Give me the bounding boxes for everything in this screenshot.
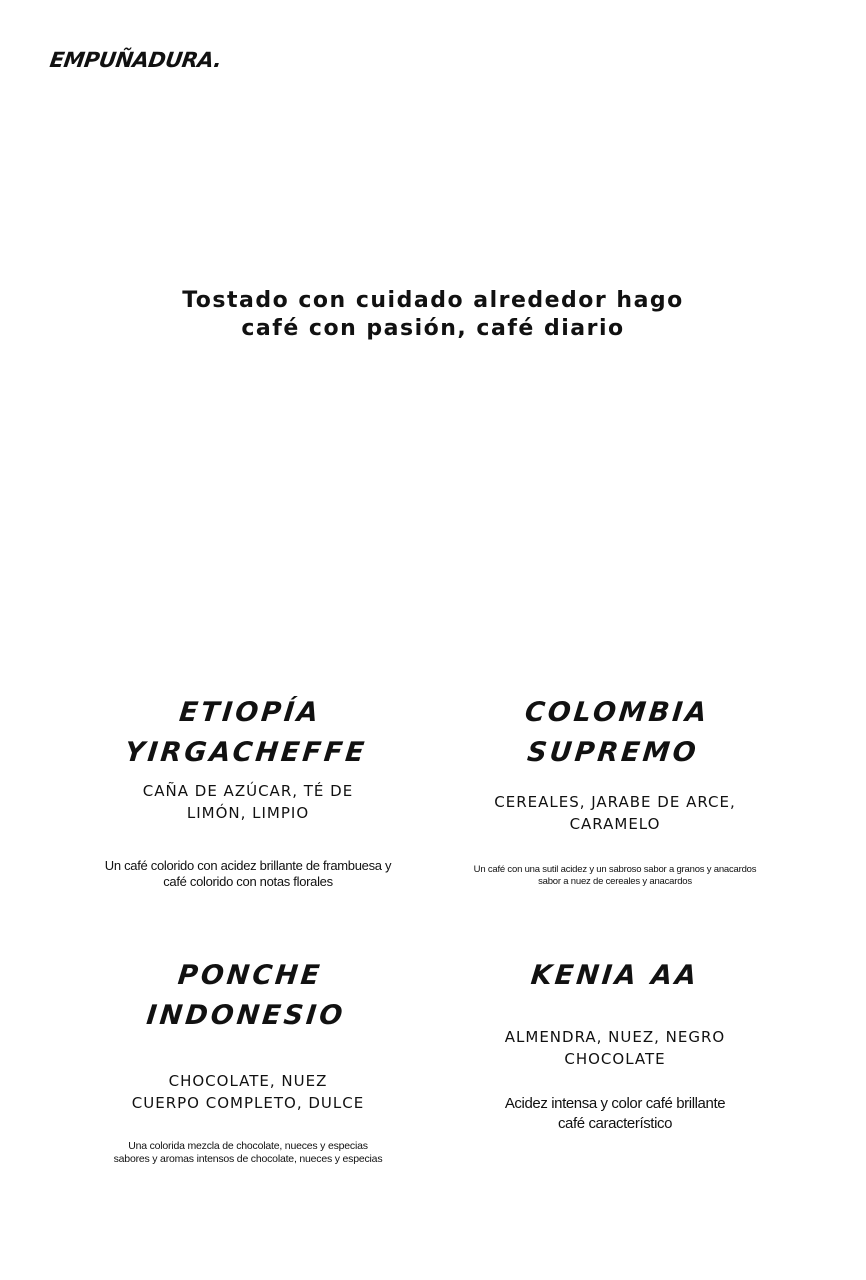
description-line: café colorido con notas florales (163, 874, 333, 889)
tasting-notes-line: CAÑA DE AZÚCAR, TÉ DE (142, 782, 354, 800)
tasting-notes-line: CHOCOLATE, NUEZ (168, 1072, 328, 1090)
product-name-line: SUPREMO (525, 737, 701, 768)
tagline-line: Tostado con cuidado alrededor hago (182, 288, 684, 313)
product-ponche-indonesio (88, 956, 408, 1166)
tagline-line: café con pasión, café diario (241, 316, 625, 341)
tasting-notes-line: CARAMELO (569, 815, 661, 833)
tasting-notes-line: CHOCOLATE (564, 1050, 666, 1068)
description-line: Un café con una sutil acidez y un sabroso sabor a granos y anacardos (473, 864, 757, 875)
product-tasting-notes (455, 1026, 775, 1070)
product-tasting-notes (455, 791, 775, 835)
product-name-line: COLOMBIA (523, 697, 711, 728)
product-name-line: PONCHE INDONESIO (145, 960, 347, 1031)
description-line: Una colorida mezcla de chocolate, nueces y especias (128, 1140, 368, 1152)
product-tasting-notes (88, 1070, 408, 1114)
tasting-notes-line: CUERPO COMPLETO, DULCE (131, 1094, 365, 1112)
product-description (88, 858, 408, 890)
product-name (84, 693, 412, 773)
brand-logo: EMPUÑADURA. (48, 48, 223, 72)
tasting-notes-line: CEREALES, JARABE DE ARCE, (494, 793, 736, 811)
tagline (0, 287, 866, 343)
product-description (88, 1140, 408, 1166)
description-line: café característico (557, 1115, 673, 1132)
tasting-notes-line: LIMÓN, LIMPIO (186, 804, 310, 822)
product-name (451, 693, 779, 773)
product-description (455, 1094, 775, 1134)
product-name-line: KENIA AA (529, 960, 701, 991)
description-line: sabores y aromas intensos de chocolate, nueces y especias (113, 1153, 383, 1165)
tasting-notes-line: ALMENDRA, NUEZ, NEGRO (504, 1028, 726, 1046)
description-line: sabor a nuez de cereales y anacardos (538, 876, 692, 887)
product-name-line: YIRGACHEFFE (123, 737, 369, 768)
product-kenia-aa (455, 956, 775, 1134)
product-name (84, 956, 412, 1036)
product-colombia-supremo (455, 693, 775, 888)
product-name (453, 956, 777, 996)
product-tasting-notes (88, 780, 408, 824)
product-description (455, 864, 775, 888)
description-line: Acidez intensa y color café brillante (504, 1095, 726, 1112)
product-name-line: ETIOPÍA (177, 697, 323, 728)
product-etiopia-yirgacheffe (88, 693, 408, 890)
description-line: Un café colorido con acidez brillante de frambuesa y (104, 858, 392, 873)
